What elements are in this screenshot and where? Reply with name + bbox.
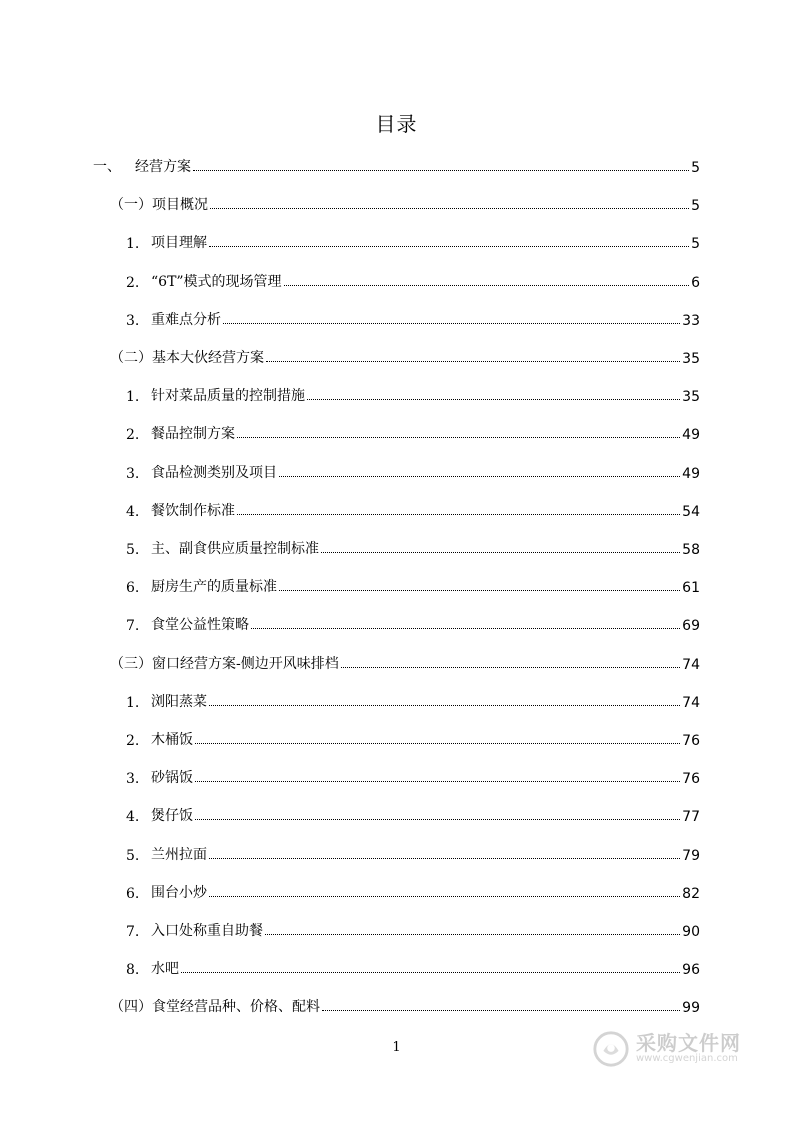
toc-dot-leader	[284, 285, 690, 286]
toc-entry[interactable]	[126, 574, 700, 596]
toc-dot-leader	[209, 246, 689, 247]
toc-dot-leader	[265, 934, 680, 935]
toc-entry-label: 入口处称重自助餐	[151, 923, 263, 939]
toc-dot-leader	[209, 705, 680, 706]
toc-entry-page: 49	[682, 465, 700, 482]
toc-entry-page: 96	[682, 962, 700, 979]
toc-dot-leader	[223, 323, 680, 324]
toc-dot-leader	[266, 361, 680, 362]
toc-entry-label: （三）窗口经营方案-侧边开风味排档	[110, 655, 339, 672]
toc-entry-page: 58	[682, 542, 700, 558]
toc-entry-page: 5	[691, 236, 700, 253]
toc-entry-number: 3.	[126, 312, 140, 329]
toc-entry[interactable]	[126, 230, 700, 252]
toc-dot-leader	[195, 819, 680, 820]
toc-entry-number: 2.	[126, 274, 140, 291]
toc-entry-page: 76	[682, 771, 700, 788]
toc-entry-page: 74	[682, 694, 700, 711]
toc-entry[interactable]	[110, 345, 700, 367]
toc-entry[interactable]	[126, 918, 700, 940]
toc-entry[interactable]	[126, 612, 700, 634]
toc-entry-page: 54	[682, 503, 700, 520]
toc-entry-number: 2.	[126, 427, 140, 444]
toc-entry-page: 5	[691, 198, 700, 215]
toc-entry-page: 76	[682, 733, 700, 749]
toc-entry-number: 1.	[126, 389, 140, 406]
toc-dot-leader	[279, 476, 680, 477]
toc-entry-page: 35	[682, 351, 700, 367]
page-number: 1	[392, 1040, 401, 1055]
toc-entry-label: 针对菜品质量的控制措施	[151, 388, 305, 405]
watermark	[592, 1024, 752, 1074]
toc-dot-leader	[341, 667, 680, 668]
toc-entry-number: 5.	[126, 847, 140, 864]
toc-entry-label: 主、副食供应质量控制标准	[151, 541, 319, 557]
toc-dot-leader	[195, 743, 680, 744]
toc-entry[interactable]	[126, 689, 700, 711]
toc-entry[interactable]	[126, 498, 700, 520]
toc-entry-label: （一）项目概况	[110, 197, 208, 214]
toc-entry-label: 水吧	[151, 961, 179, 978]
toc-entry-number: 2.	[126, 733, 140, 749]
toc-entry[interactable]	[126, 307, 700, 329]
toc-entry-label: 经营方案	[135, 159, 191, 175]
toc-dot-leader	[322, 1010, 680, 1011]
toc-entry-number: 6.	[126, 885, 140, 902]
toc-entry-label: 煲仔饭	[151, 808, 193, 825]
toc-dot-leader	[237, 514, 680, 515]
toc-entry[interactable]	[126, 803, 700, 825]
toc-entry-label: 食堂公益性策略	[151, 617, 249, 634]
toc-entry[interactable]	[126, 536, 700, 558]
toc-entry-number: 1.	[126, 236, 140, 253]
toc-entry-label: 项目理解	[151, 235, 207, 252]
toc-dot-leader	[251, 628, 680, 629]
toc-entry-number: 8.	[126, 962, 140, 979]
toc-entry-number: 一、	[93, 159, 121, 175]
toc-entry-page: 35	[682, 389, 700, 406]
toc-entry-page: 90	[682, 924, 700, 940]
toc-entry-label: （二）基本大伙经营方案	[110, 350, 264, 366]
toc-entry-page: 6	[691, 274, 700, 291]
toc-entry-label: 浏阳蒸菜	[151, 693, 207, 710]
toc-dot-leader	[209, 896, 680, 897]
toc-entry-number: 6.	[126, 580, 140, 597]
toc-dot-leader	[279, 590, 680, 591]
toc-entry-label: “6T”模式的现场管理	[151, 273, 282, 290]
toc-entry-number: 1.	[126, 694, 140, 711]
toc-entry[interactable]	[110, 651, 700, 673]
watermark-url: www.cgwenjian.com	[636, 1053, 738, 1065]
toc-dot-leader	[195, 781, 680, 782]
toc-entry-number: 4.	[126, 809, 140, 826]
toc-dot-leader	[210, 208, 689, 209]
toc-entry-label: 兰州拉面	[151, 846, 207, 863]
toc-entry-label: 木桶饭	[151, 732, 193, 748]
toc-entry[interactable]	[126, 765, 700, 787]
toc-entry-page: 74	[682, 656, 700, 673]
toc-entry[interactable]	[126, 880, 700, 902]
toc-entry[interactable]	[126, 383, 700, 405]
toc-dot-leader	[181, 972, 680, 973]
watermark-name: 采购文件网	[636, 1031, 741, 1056]
toc-entry-label: 砂锅饭	[151, 770, 193, 787]
toc-entry-label: 餐饮制作标准	[151, 502, 235, 519]
toc-dot-leader	[307, 399, 680, 400]
toc-entry[interactable]	[126, 956, 700, 978]
toc-dot-leader	[237, 437, 680, 438]
toc-entry[interactable]	[110, 192, 700, 214]
toc-entry-label: （四）食堂经营品种、价格、配料	[110, 999, 320, 1016]
toc-entry-number: 3.	[126, 465, 140, 482]
toc-entry[interactable]	[126, 842, 700, 864]
toc-title: 目录	[375, 112, 418, 136]
toc-entry-number: 7.	[126, 618, 140, 635]
toc-entry-page: 77	[682, 809, 700, 826]
toc-entry-page: 61	[682, 580, 700, 597]
toc-entry-label: 厨房生产的质量标准	[151, 579, 277, 596]
toc-entry-label: 餐品控制方案	[151, 426, 235, 443]
toc-entry[interactable]	[126, 727, 700, 749]
toc-entry-page: 99	[682, 1000, 700, 1017]
toc-entry-page: 49	[682, 427, 700, 444]
toc-entry[interactable]	[110, 994, 700, 1016]
toc-entry[interactable]	[126, 460, 700, 482]
toc-entry-number: 5.	[126, 542, 140, 558]
toc-entry[interactable]	[126, 269, 700, 291]
toc-dot-leader	[193, 170, 689, 171]
toc-entry-label: 食品检测类别及项目	[151, 464, 277, 481]
toc-entry[interactable]	[126, 421, 700, 443]
toc-entry-page: 82	[682, 885, 700, 902]
toc-entry-label: 重难点分析	[151, 311, 221, 328]
toc-dot-leader	[209, 858, 680, 859]
toc-entry-page: 33	[682, 312, 700, 329]
toc-entry-page: 79	[682, 847, 700, 864]
toc-entry-number: 3.	[126, 771, 140, 788]
toc-entry-page: 5	[691, 160, 700, 176]
toc-dot-leader	[321, 552, 680, 553]
watermark-logo-icon	[592, 1030, 630, 1068]
toc-entry-number: 7.	[126, 924, 140, 940]
toc-entry-number: 4.	[126, 503, 140, 520]
toc-entry-label: 围台小炒	[151, 884, 207, 901]
toc-entry-page: 69	[682, 618, 700, 635]
toc-entry[interactable]	[93, 154, 700, 176]
